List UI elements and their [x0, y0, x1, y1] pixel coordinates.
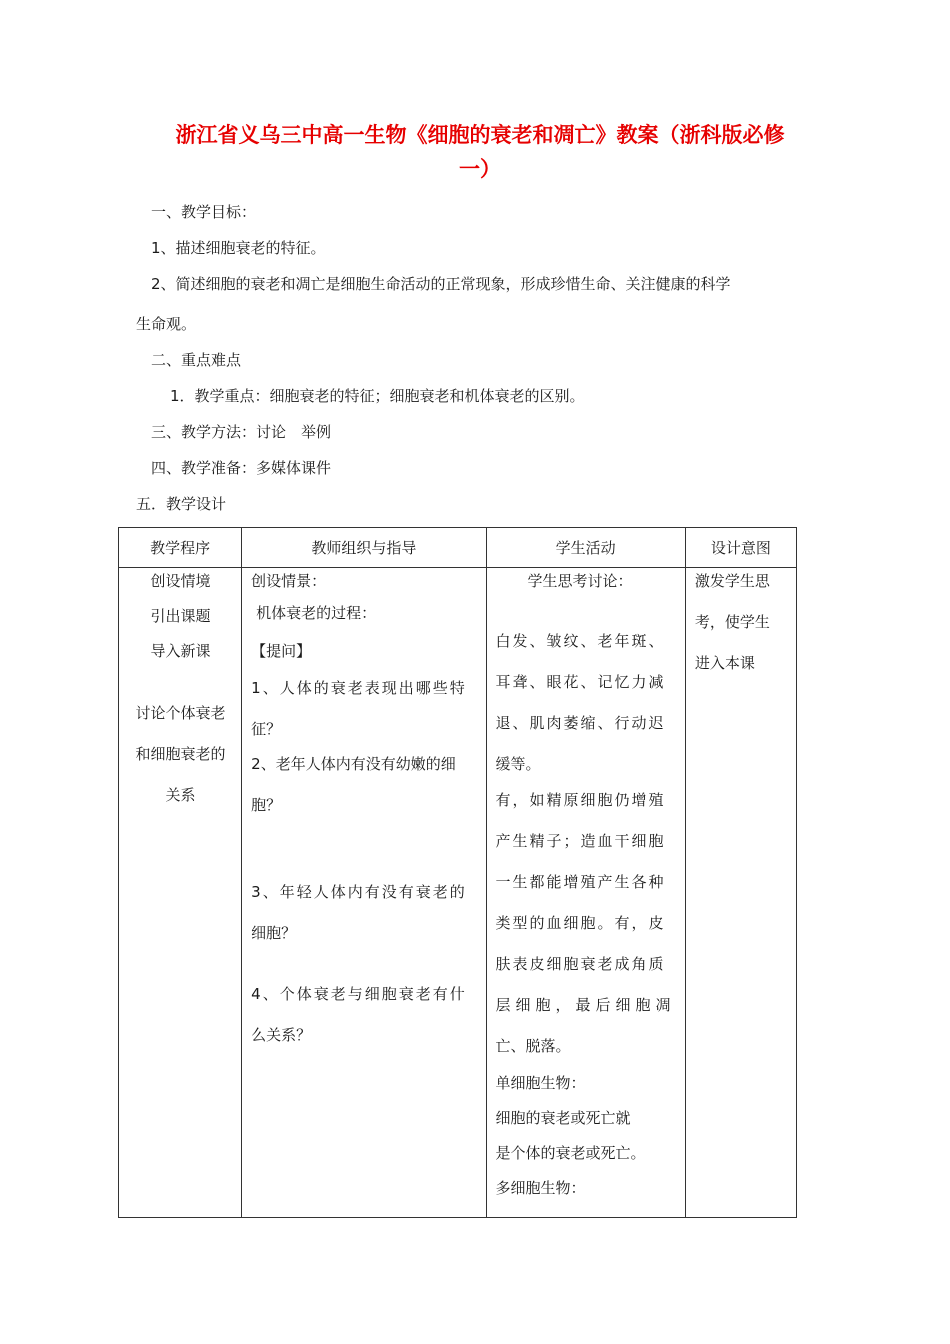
activity-line: 退、肌肉萎缩、行动迟: [495, 714, 666, 732]
section-3-methods: 三、教学方法：讨论 举例: [151, 423, 332, 441]
header-procedure: 教学程序: [119, 528, 242, 568]
procedure-line: 和细胞衰老的: [135, 745, 226, 763]
activity-line: 是个体的衰老或死亡。: [495, 1144, 646, 1162]
question-3-cont: 细胞？: [251, 924, 297, 942]
question-3: 3、年轻人体内有没有衰老的: [251, 883, 467, 901]
activity-line: 白发、皱纹、老年斑、: [495, 632, 666, 650]
guidance-subtitle: 机体衰老的过程：: [256, 604, 377, 622]
header-student-activity: 学生活动: [486, 528, 685, 568]
objective-1: 1、描述细胞衰老的特征。: [151, 239, 326, 257]
section-5-heading: 五．教学设计: [136, 495, 227, 513]
activity-line: 耳聋、眼花、记忆力减: [495, 673, 666, 691]
question-1: 1、人体的衰老表现出哪些特: [251, 679, 467, 697]
procedure-line: 讨论个体衰老: [135, 704, 226, 722]
activity-line: 有，如精原细胞仍增殖: [495, 791, 666, 809]
procedure-line: 关系: [165, 786, 196, 804]
activity-line: 细胞的衰老或死亡就: [495, 1109, 631, 1127]
section-1-heading: 一、教学目标：: [151, 203, 257, 221]
guidance-intro: 创设情景：: [251, 572, 327, 590]
activity-line: 层细胞，最后细胞凋: [495, 996, 676, 1014]
header-design-intent: 设计意图: [685, 528, 796, 568]
question-2-cont: 胞？: [251, 796, 282, 814]
teaching-design-table: [118, 527, 797, 1218]
section-4-preparation: 四、教学准备：多媒体课件: [151, 459, 332, 477]
objective-2-line-1: 2、简述细胞的衰老和凋亡是细胞生命活动的正常现象，形成珍惜生命、关注健康的科学: [151, 275, 731, 293]
activity-line: 亡、脱落。: [495, 1037, 571, 1055]
table-row: [119, 568, 797, 1218]
procedure-cell: [119, 568, 242, 1218]
intent-line: 激发学生思: [694, 572, 770, 590]
activity-line: 多细胞生物：: [495, 1179, 586, 1197]
procedure-line: 导入新课: [150, 642, 211, 660]
activity-line: 类型的血细胞。有，皮: [495, 914, 666, 932]
objective-2-line-2: 生命观。: [136, 315, 197, 333]
question-2: 2、老年人体内有没有幼嫩的细: [251, 755, 456, 773]
activity-line: 产生精子；造血干细胞: [495, 832, 666, 850]
table-header-row: [119, 528, 797, 568]
question-4-cont: 么关系？: [251, 1026, 312, 1044]
student-activity-cell: [486, 568, 685, 1218]
activity-line: 缓等。: [495, 755, 541, 773]
document-title: [120, 118, 840, 186]
section-2-heading: 二、重点难点: [151, 351, 242, 369]
activity-line: 肤表皮细胞衰老成角质: [495, 955, 666, 973]
activity-line: 单细胞生物：: [495, 1074, 586, 1092]
title-line-1: 浙江省义乌三中高一生物《细胞的衰老和凋亡》教案（浙科版必修: [175, 123, 785, 147]
key-point-1: 1．教学重点：细胞衰老的特征；细胞衰老和机体衰老的区别。: [170, 387, 585, 405]
design-intent-cell: [685, 568, 796, 1218]
question-4: 4、个体衰老与细胞衰老有什: [251, 985, 467, 1003]
intent-line: 进入本课: [694, 654, 755, 672]
intent-line: 考，使学生: [694, 613, 770, 631]
activity-line: 一生都能增殖产生各种: [495, 873, 666, 891]
question-tag: 【提问】: [251, 642, 312, 660]
procedure-line: 创设情境: [150, 572, 211, 590]
teacher-guidance-cell: [242, 568, 486, 1218]
activity-heading: 学生思考讨论：: [527, 572, 633, 590]
title-line-2: 一）: [459, 157, 501, 181]
header-teacher-guidance: 教师组织与指导: [242, 528, 486, 568]
procedure-line: 引出课题: [150, 607, 211, 625]
question-1-cont: 征？: [251, 720, 282, 738]
